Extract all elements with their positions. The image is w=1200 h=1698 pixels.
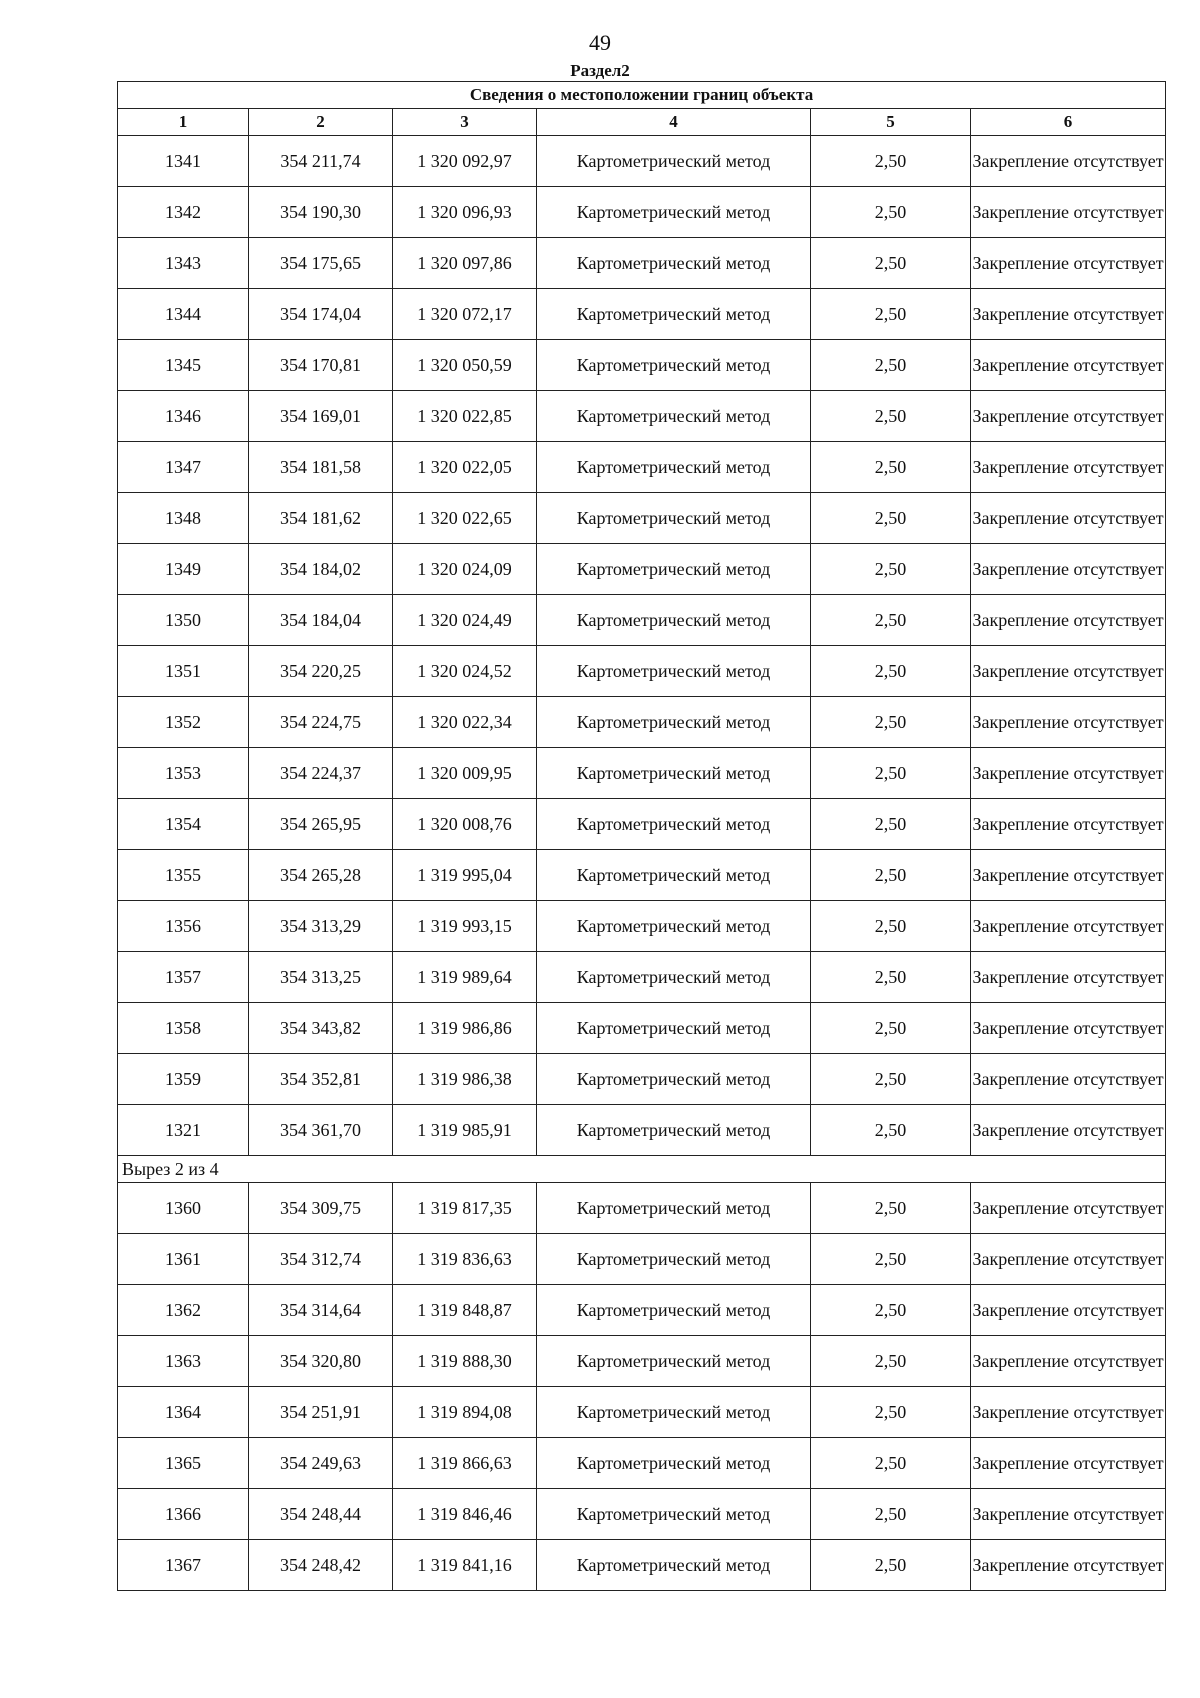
method-cell: Картометрический метод (537, 493, 811, 544)
table-row (118, 646, 1166, 697)
fixation-cell: Закрепление отсутствует (971, 340, 1166, 391)
method-cell: Картометрический метод (537, 442, 811, 493)
method-cell: Картометрический метод (537, 850, 811, 901)
error-cell: 2,50 (811, 544, 971, 595)
fixation-cell: Закрепление отсутствует (971, 289, 1166, 340)
point-number-cell: 1351 (118, 646, 249, 697)
y-coordinate-cell: 1 319 836,63 (393, 1234, 537, 1285)
y-coordinate-cell: 1 320 024,09 (393, 544, 537, 595)
method-cell: Картометрический метод (537, 799, 811, 850)
x-coordinate-cell: 354 320,80 (249, 1336, 393, 1387)
fixation-cell: Закрепление отсутствует (971, 238, 1166, 289)
table-title: Сведения о местоположении границ объекта (118, 82, 1166, 109)
fixation-cell: Закрепление отсутствует (971, 1540, 1166, 1591)
y-coordinate-cell: 1 320 022,05 (393, 442, 537, 493)
boundary-coordinates-table (117, 81, 1166, 1591)
fixation-cell: Закрепление отсутствует (971, 493, 1166, 544)
subsection-label: Вырез 2 из 4 (118, 1156, 1166, 1183)
y-coordinate-cell: 1 319 989,64 (393, 952, 537, 1003)
fixation-cell: Закрепление отсутствует (971, 850, 1166, 901)
point-number-cell: 1358 (118, 1003, 249, 1054)
point-number-cell: 1343 (118, 238, 249, 289)
point-number-cell: 1346 (118, 391, 249, 442)
point-number-cell: 1365 (118, 1438, 249, 1489)
method-cell: Картометрический метод (537, 136, 811, 187)
y-coordinate-cell: 1 319 866,63 (393, 1438, 537, 1489)
x-coordinate-cell: 354 265,28 (249, 850, 393, 901)
table-row (118, 850, 1166, 901)
x-coordinate-cell: 354 265,95 (249, 799, 393, 850)
point-number-cell: 1360 (118, 1183, 249, 1234)
method-cell: Картометрический метод (537, 1387, 811, 1438)
x-coordinate-cell: 354 343,82 (249, 1003, 393, 1054)
x-coordinate-cell: 354 174,04 (249, 289, 393, 340)
error-cell: 2,50 (811, 952, 971, 1003)
fixation-cell: Закрепление отсутствует (971, 1105, 1166, 1156)
point-number-cell: 1357 (118, 952, 249, 1003)
y-coordinate-cell: 1 320 024,49 (393, 595, 537, 646)
column-header: 1 (118, 109, 249, 136)
subsection-row (118, 1156, 1166, 1183)
table-row (118, 952, 1166, 1003)
point-number-cell: 1366 (118, 1489, 249, 1540)
table-row (118, 1105, 1166, 1156)
fixation-cell: Закрепление отсутствует (971, 442, 1166, 493)
fixation-cell: Закрепление отсутствует (971, 1285, 1166, 1336)
y-coordinate-cell: 1 319 841,16 (393, 1540, 537, 1591)
fixation-cell: Закрепление отсутствует (971, 1003, 1166, 1054)
method-cell: Картометрический метод (537, 1438, 811, 1489)
error-cell: 2,50 (811, 1234, 971, 1285)
y-coordinate-cell: 1 320 022,85 (393, 391, 537, 442)
x-coordinate-cell: 354 184,04 (249, 595, 393, 646)
method-cell: Картометрический метод (537, 238, 811, 289)
x-coordinate-cell: 354 314,64 (249, 1285, 393, 1336)
column-header: 2 (249, 109, 393, 136)
fixation-cell: Закрепление отсутствует (971, 1054, 1166, 1105)
point-number-cell: 1321 (118, 1105, 249, 1156)
fixation-cell: Закрепление отсутствует (971, 799, 1166, 850)
point-number-cell: 1348 (118, 493, 249, 544)
y-coordinate-cell: 1 319 817,35 (393, 1183, 537, 1234)
y-coordinate-cell: 1 320 022,65 (393, 493, 537, 544)
fixation-cell: Закрепление отсутствует (971, 1183, 1166, 1234)
error-cell: 2,50 (811, 901, 971, 952)
error-cell: 2,50 (811, 1336, 971, 1387)
table-row (118, 697, 1166, 748)
table-row (118, 901, 1166, 952)
point-number-cell: 1342 (118, 187, 249, 238)
table-row (118, 1489, 1166, 1540)
error-cell: 2,50 (811, 136, 971, 187)
x-coordinate-cell: 354 251,91 (249, 1387, 393, 1438)
x-coordinate-cell: 354 312,74 (249, 1234, 393, 1285)
y-coordinate-cell: 1 319 986,86 (393, 1003, 537, 1054)
point-number-cell: 1353 (118, 748, 249, 799)
table-row (118, 748, 1166, 799)
y-coordinate-cell: 1 320 072,17 (393, 289, 537, 340)
error-cell: 2,50 (811, 1183, 971, 1234)
fixation-cell: Закрепление отсутствует (971, 697, 1166, 748)
error-cell: 2,50 (811, 1285, 971, 1336)
table-row (118, 1054, 1166, 1105)
y-coordinate-cell: 1 319 995,04 (393, 850, 537, 901)
fixation-cell: Закрепление отсутствует (971, 1387, 1166, 1438)
fixation-cell: Закрепление отсутствует (971, 595, 1166, 646)
point-number-cell: 1363 (118, 1336, 249, 1387)
point-number-cell: 1355 (118, 850, 249, 901)
fixation-cell: Закрепление отсутствует (971, 391, 1166, 442)
x-coordinate-cell: 354 352,81 (249, 1054, 393, 1105)
x-coordinate-cell: 354 313,29 (249, 901, 393, 952)
y-coordinate-cell: 1 320 024,52 (393, 646, 537, 697)
section-title: Раздел2 (570, 61, 630, 80)
method-cell: Картометрический метод (537, 901, 811, 952)
point-number-cell: 1362 (118, 1285, 249, 1336)
x-coordinate-cell: 354 175,65 (249, 238, 393, 289)
error-cell: 2,50 (811, 850, 971, 901)
column-header: 4 (537, 109, 811, 136)
y-coordinate-cell: 1 320 096,93 (393, 187, 537, 238)
table-row (118, 544, 1166, 595)
fixation-cell: Закрепление отсутствует (971, 187, 1166, 238)
error-cell: 2,50 (811, 238, 971, 289)
x-coordinate-cell: 354 313,25 (249, 952, 393, 1003)
y-coordinate-cell: 1 319 993,15 (393, 901, 537, 952)
method-cell: Картометрический метод (537, 1003, 811, 1054)
table-row (118, 799, 1166, 850)
table-row (118, 187, 1166, 238)
column-header-row (118, 109, 1166, 136)
method-cell: Картометрический метод (537, 289, 811, 340)
table-row (118, 289, 1166, 340)
method-cell: Картометрический метод (537, 340, 811, 391)
point-number-cell: 1367 (118, 1540, 249, 1591)
error-cell: 2,50 (811, 391, 971, 442)
table-row (118, 1438, 1166, 1489)
table-row (118, 442, 1166, 493)
point-number-cell: 1349 (118, 544, 249, 595)
method-cell: Картометрический метод (537, 595, 811, 646)
method-cell: Картометрический метод (537, 187, 811, 238)
x-coordinate-cell: 354 184,02 (249, 544, 393, 595)
error-cell: 2,50 (811, 1489, 971, 1540)
error-cell: 2,50 (811, 340, 971, 391)
point-number-cell: 1344 (118, 289, 249, 340)
table-row (118, 1336, 1166, 1387)
x-coordinate-cell: 354 211,74 (249, 136, 393, 187)
error-cell: 2,50 (811, 646, 971, 697)
method-cell: Картометрический метод (537, 1540, 811, 1591)
y-coordinate-cell: 1 319 894,08 (393, 1387, 537, 1438)
error-cell: 2,50 (811, 289, 971, 340)
error-cell: 2,50 (811, 493, 971, 544)
point-number-cell: 1341 (118, 136, 249, 187)
error-cell: 2,50 (811, 187, 971, 238)
method-cell: Картометрический метод (537, 952, 811, 1003)
table-row (118, 1540, 1166, 1591)
fixation-cell: Закрепление отсутствует (971, 901, 1166, 952)
method-cell: Картометрический метод (537, 1183, 811, 1234)
table-row (118, 1387, 1166, 1438)
x-coordinate-cell: 354 220,25 (249, 646, 393, 697)
page-number: 49 (589, 30, 611, 55)
x-coordinate-cell: 354 190,30 (249, 187, 393, 238)
y-coordinate-cell: 1 319 985,91 (393, 1105, 537, 1156)
x-coordinate-cell: 354 309,75 (249, 1183, 393, 1234)
y-coordinate-cell: 1 320 097,86 (393, 238, 537, 289)
x-coordinate-cell: 354 248,42 (249, 1540, 393, 1591)
x-coordinate-cell: 354 181,58 (249, 442, 393, 493)
error-cell: 2,50 (811, 1438, 971, 1489)
table-row (118, 340, 1166, 391)
method-cell: Картометрический метод (537, 748, 811, 799)
x-coordinate-cell: 354 361,70 (249, 1105, 393, 1156)
column-header: 3 (393, 109, 537, 136)
error-cell: 2,50 (811, 595, 971, 646)
point-number-cell: 1352 (118, 697, 249, 748)
error-cell: 2,50 (811, 697, 971, 748)
method-cell: Картометрический метод (537, 1054, 811, 1105)
table-row (118, 136, 1166, 187)
x-coordinate-cell: 354 169,01 (249, 391, 393, 442)
point-number-cell: 1361 (118, 1234, 249, 1285)
table-row (118, 238, 1166, 289)
method-cell: Картометрический метод (537, 1234, 811, 1285)
fixation-cell: Закрепление отсутствует (971, 748, 1166, 799)
method-cell: Картометрический метод (537, 1336, 811, 1387)
fixation-cell: Закрепление отсутствует (971, 1489, 1166, 1540)
method-cell: Картометрический метод (537, 544, 811, 595)
error-cell: 2,50 (811, 1003, 971, 1054)
column-header: 6 (971, 109, 1166, 136)
fixation-cell: Закрепление отсутствует (971, 1234, 1166, 1285)
method-cell: Картометрический метод (537, 1105, 811, 1156)
point-number-cell: 1359 (118, 1054, 249, 1105)
x-coordinate-cell: 354 224,75 (249, 697, 393, 748)
x-coordinate-cell: 354 170,81 (249, 340, 393, 391)
table-row (118, 595, 1166, 646)
method-cell: Картометрический метод (537, 697, 811, 748)
table-row (118, 1003, 1166, 1054)
table-row (118, 1234, 1166, 1285)
method-cell: Картометрический метод (537, 1285, 811, 1336)
fixation-cell: Закрепление отсутствует (971, 544, 1166, 595)
point-number-cell: 1356 (118, 901, 249, 952)
table-row (118, 391, 1166, 442)
table-row (118, 1183, 1166, 1234)
y-coordinate-cell: 1 320 092,97 (393, 136, 537, 187)
error-cell: 2,50 (811, 442, 971, 493)
column-header: 5 (811, 109, 971, 136)
error-cell: 2,50 (811, 1105, 971, 1156)
error-cell: 2,50 (811, 799, 971, 850)
y-coordinate-cell: 1 320 022,34 (393, 697, 537, 748)
x-coordinate-cell: 354 249,63 (249, 1438, 393, 1489)
error-cell: 2,50 (811, 748, 971, 799)
fixation-cell: Закрепление отсутствует (971, 952, 1166, 1003)
method-cell: Картометрический метод (537, 391, 811, 442)
point-number-cell: 1347 (118, 442, 249, 493)
y-coordinate-cell: 1 320 008,76 (393, 799, 537, 850)
point-number-cell: 1364 (118, 1387, 249, 1438)
x-coordinate-cell: 354 248,44 (249, 1489, 393, 1540)
x-coordinate-cell: 354 224,37 (249, 748, 393, 799)
method-cell: Картометрический метод (537, 1489, 811, 1540)
fixation-cell: Закрепление отсутствует (971, 1438, 1166, 1489)
point-number-cell: 1350 (118, 595, 249, 646)
y-coordinate-cell: 1 319 846,46 (393, 1489, 537, 1540)
error-cell: 2,50 (811, 1540, 971, 1591)
fixation-cell: Закрепление отсутствует (971, 1336, 1166, 1387)
point-number-cell: 1345 (118, 340, 249, 391)
fixation-cell: Закрепление отсутствует (971, 136, 1166, 187)
table-row (118, 493, 1166, 544)
error-cell: 2,50 (811, 1387, 971, 1438)
method-cell: Картометрический метод (537, 646, 811, 697)
fixation-cell: Закрепление отсутствует (971, 646, 1166, 697)
point-number-cell: 1354 (118, 799, 249, 850)
y-coordinate-cell: 1 320 009,95 (393, 748, 537, 799)
y-coordinate-cell: 1 319 848,87 (393, 1285, 537, 1336)
x-coordinate-cell: 354 181,62 (249, 493, 393, 544)
y-coordinate-cell: 1 319 888,30 (393, 1336, 537, 1387)
table-row (118, 1285, 1166, 1336)
y-coordinate-cell: 1 320 050,59 (393, 340, 537, 391)
y-coordinate-cell: 1 319 986,38 (393, 1054, 537, 1105)
error-cell: 2,50 (811, 1054, 971, 1105)
